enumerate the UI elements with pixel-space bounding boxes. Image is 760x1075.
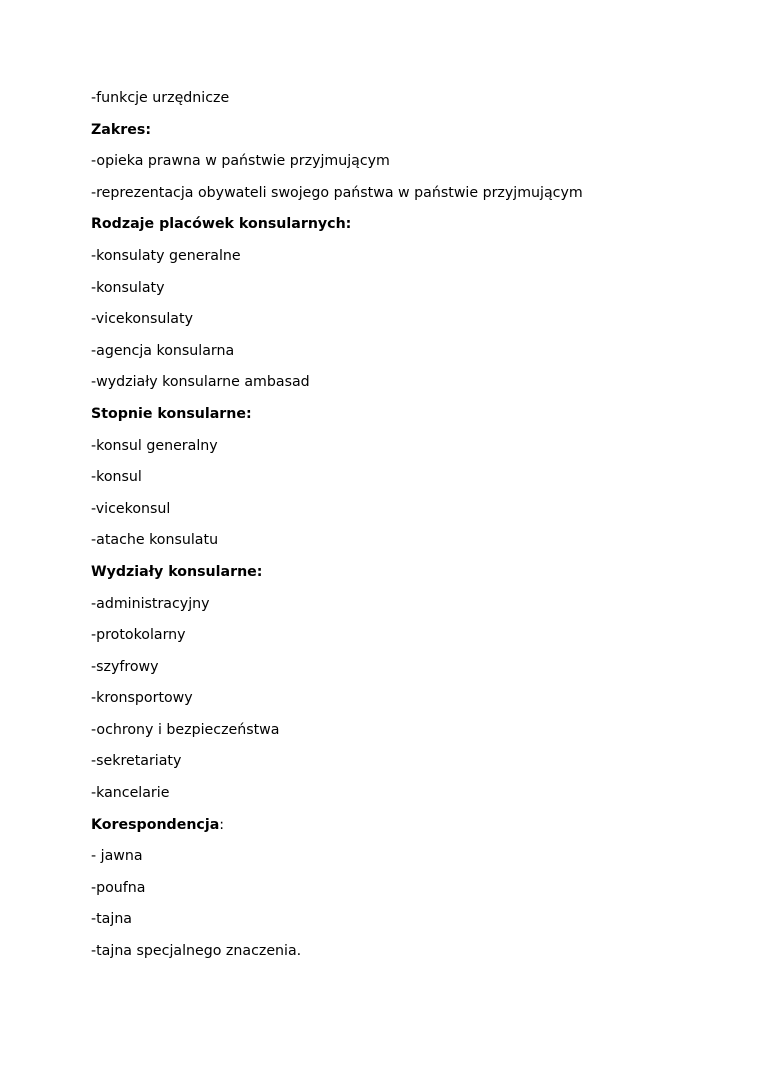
list-item — [91, 309, 711, 341]
item-text: -konsulaty — [91, 279, 165, 296]
list-item — [91, 467, 711, 499]
list-item — [91, 688, 711, 720]
heading-text: Zakres: — [91, 121, 152, 138]
item-text: -administracyjny — [91, 595, 210, 612]
item-text: -tajna — [91, 911, 133, 928]
list-item — [91, 878, 711, 910]
heading-suffix: : — [219, 816, 225, 833]
list-item — [91, 278, 711, 310]
list-item — [91, 530, 711, 562]
heading-text: Stopnie konsularne: — [91, 405, 252, 422]
heading-text: Korespondencja — [91, 816, 220, 833]
list-item — [91, 499, 711, 531]
list-item — [91, 246, 711, 278]
list-item — [91, 594, 711, 626]
item-text: -szyfrowy — [91, 658, 159, 675]
item-text: - jawna — [91, 848, 143, 865]
item-text: -ochrony i bezpieczeństwa — [91, 721, 280, 738]
item-text: -poufna — [91, 879, 146, 896]
list-item — [91, 341, 711, 373]
list-item — [91, 941, 711, 973]
list-item — [91, 720, 711, 752]
item-text: -konsul generalny — [91, 437, 218, 454]
item-text: -opieka prawna w państwie przyjmującym — [91, 153, 390, 170]
list-item — [91, 625, 711, 657]
item-text: -konsulaty generalne — [91, 247, 241, 264]
list-item — [91, 151, 711, 183]
heading-text: Rodzaje placówek konsularnych: — [91, 216, 352, 233]
item-text: -atache konsulatu — [91, 532, 219, 549]
section-heading — [91, 815, 711, 847]
section-heading — [91, 562, 711, 594]
item-text: -funkcje urzędnicze — [91, 90, 230, 106]
list-item — [91, 783, 711, 815]
list-item — [91, 909, 711, 941]
list-item — [91, 751, 711, 783]
item-text: -vicekonsul — [91, 500, 171, 517]
document-page — [91, 88, 711, 973]
list-item — [91, 372, 711, 404]
list-item — [91, 436, 711, 468]
item-text: -konsul — [91, 469, 142, 486]
item-text: -kancelarie — [91, 785, 170, 802]
section-heading — [91, 214, 711, 246]
heading-text: Wydziały konsularne: — [91, 563, 263, 580]
item-text: -protokolarny — [91, 627, 186, 644]
section-heading — [91, 120, 711, 152]
item-text: -tajna specjalnego znaczenia. — [91, 943, 302, 960]
document-body — [91, 88, 711, 973]
item-text: -agencja konsularna — [91, 342, 235, 359]
list-item — [91, 846, 711, 878]
item-text: -vicekonsulaty — [91, 311, 193, 328]
section-heading — [91, 404, 711, 436]
list-item — [91, 88, 711, 120]
item-text: -kronsportowy — [91, 690, 193, 707]
item-text: -sekretariaty — [91, 753, 182, 770]
item-text: -wydziały konsularne ambasad — [91, 374, 310, 391]
list-item — [91, 183, 711, 215]
item-text: -reprezentacja obywateli swojego państwa w państwie przyjmującym — [91, 184, 583, 201]
list-item — [91, 657, 711, 689]
